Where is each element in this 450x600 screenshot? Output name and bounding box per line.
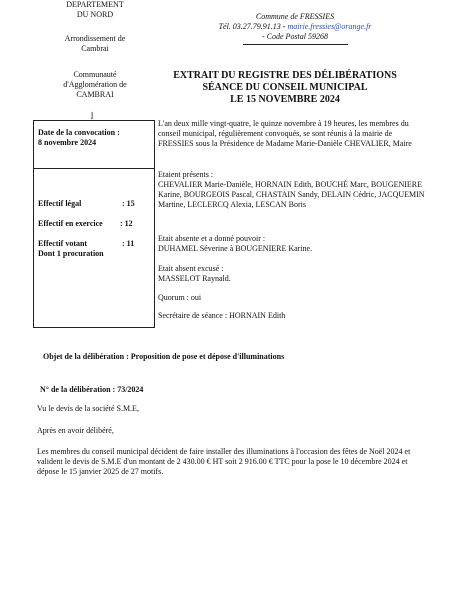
corner-mark: ⌋ bbox=[90, 111, 94, 120]
department-line-1: DEPARTEMENT bbox=[66, 0, 124, 9]
effectif-exercice bbox=[38, 219, 152, 229]
commune-block bbox=[195, 12, 395, 45]
exercise-value: : 12 bbox=[120, 219, 133, 228]
arrondissement-line-1: Arrondissement de bbox=[64, 34, 126, 43]
legal-label: Effectif légal bbox=[38, 199, 82, 208]
meeting-info-box bbox=[33, 120, 155, 328]
title-line-3: LE 15 NOVEMBRE 2024 bbox=[230, 94, 340, 105]
devis-reference: Vu le devis de la société S.M.E, bbox=[37, 404, 139, 413]
session-intro: L'an deux mille vingt-quatre, le quinze novembre à 19 heures, les membres du conseil municipal, régulièrement convoqués, se sont réunis à la mairie de FRESSIES sous la Présidence de Madame Marie-Danièle CHEVALIER, Maire bbox=[158, 119, 412, 148]
commune-name: Commune de FRESSIES bbox=[255, 12, 335, 21]
absent-excused-label: Etait absent excusé : bbox=[158, 264, 224, 273]
legal-value: : 15 bbox=[122, 199, 135, 208]
box-divider bbox=[34, 168, 154, 169]
title-line-2: SÉANCE DU CONSEIL MUNICIPAL bbox=[202, 82, 368, 93]
department-line-2: DU NORD bbox=[76, 10, 114, 19]
document-title bbox=[150, 70, 420, 106]
absent-proxy-names: DUHAMEL Séverine à BOUGENIERE Karine. bbox=[158, 244, 313, 253]
communaute-line-3: CAMBRAI bbox=[76, 90, 114, 99]
deliberation-number: N° de la délibération : 73/2024 bbox=[40, 385, 144, 394]
postal-code: - Code Postal 59268 bbox=[262, 32, 328, 41]
present-label: Etaient présents : bbox=[158, 170, 214, 179]
effectif-votant bbox=[38, 239, 152, 249]
procuration-count: Dont 1 procuration bbox=[38, 249, 104, 258]
convocation-date bbox=[38, 128, 152, 148]
convocation-value: 8 novembre 2024 bbox=[38, 138, 97, 147]
communaute-line-1: Communauté bbox=[73, 70, 117, 79]
header-divider bbox=[243, 44, 348, 45]
convocation-label: Date de la convocation : bbox=[38, 128, 120, 137]
department-block bbox=[40, 0, 150, 100]
email-link[interactable]: mairie.fressies@orange.fr bbox=[287, 22, 372, 31]
title-line-1: EXTRAIT DU REGISTRE DES DÉLIBÉRATIONS bbox=[173, 70, 397, 81]
session-secretary: Secrétaire de séance : HORNAIN Edith bbox=[158, 311, 286, 320]
votant-label: Effectif votant bbox=[38, 239, 88, 248]
communaute-line-2: d'Agglomération de bbox=[63, 80, 127, 89]
phone-text: Tél. 03.27.79.91.13 - bbox=[218, 22, 286, 31]
votant-value: : 11 bbox=[122, 239, 135, 248]
arrondissement-line-2: Cambrai bbox=[81, 44, 109, 53]
contact-line bbox=[195, 22, 395, 32]
absent-excused-names: MASSELOT Raynald. bbox=[158, 274, 231, 283]
effectif-legal bbox=[38, 199, 152, 209]
deliberation-object: Objet de la délibération : Proposition de pose et dépose d'illuminations bbox=[43, 352, 285, 361]
exercise-label: Effectif en exercice bbox=[38, 219, 103, 228]
absent-proxy-label: Etait absente et a donné pouvoir : bbox=[158, 234, 266, 243]
after-deliberation: Après en avoir délibéré, bbox=[37, 426, 114, 435]
decision-text: Les membres du conseil municipal décident de faire installer des illuminations à l'occasion des fêtes de Noël 2024 et valident le devis de S.M.E d'un montant de 2 430.00 € HT soit 2 916.00 € TTC pour la pose le 10 décembre 2024 et dépose le 15 janvier 2025 de 27 motifs. bbox=[37, 447, 411, 476]
present-names: CHEVALIER Marie-Danièle, HORNAIN Edith, BOUCHÉ Marc, BOUGENIERE Karine, BOURGEOIS Pascal, CHASTAIN Sandy, DELAIN Cédric, JACQUEMIN Martine, LECLERCQ Alexia, LESCAN Boris bbox=[158, 180, 425, 209]
quorum: Quorum : oui bbox=[158, 293, 202, 302]
